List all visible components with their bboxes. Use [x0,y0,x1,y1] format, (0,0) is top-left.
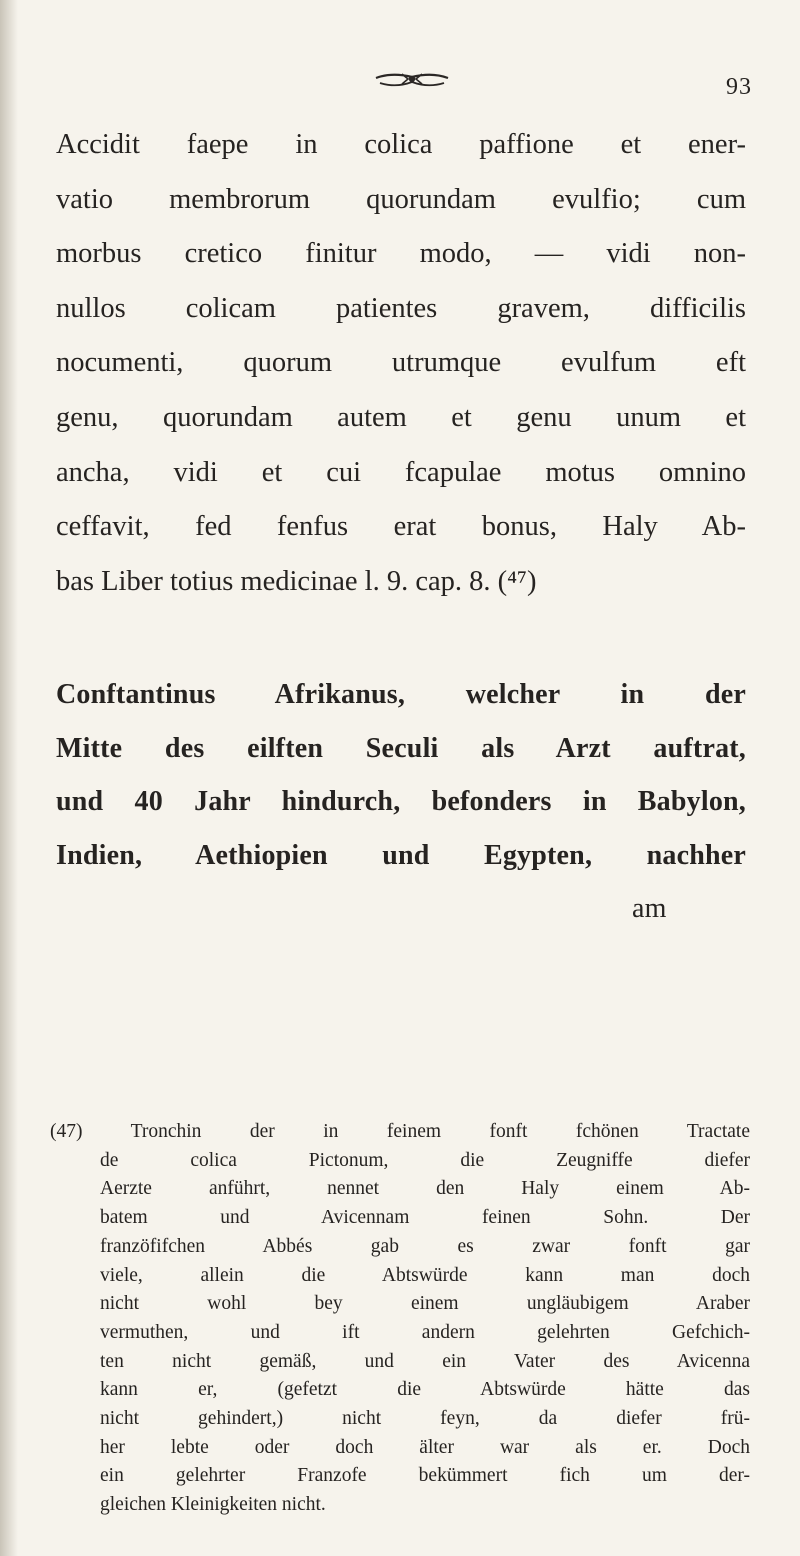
footnote-line: de colica Pictonum, die Zeugniffe diefer [100,1149,750,1171]
footnote-line: her lebte oder doch älter war als er. Doch [100,1436,750,1458]
footnote-line: kann er, (gefetzt die Abtswürde hätte das [100,1379,750,1401]
binding-gutter-shadow [0,0,18,1556]
footnote-line: Aerzte anführt, nennet den Haly einem Ab- [100,1178,750,1200]
catchword: am [632,893,667,924]
footnote-line: batem und Avicennam feinen Sohn. Der [100,1207,750,1229]
german-paragraph [56,668,746,936]
page-number: 93 [726,74,752,100]
printer-ornament-icon [372,68,452,90]
footnote-line: nicht wohl bey einem ungläubigem Araber [100,1293,750,1315]
latin-line: nullos colicam patientes gravem, difficilis [56,292,746,324]
latin-line: nocumenti, quorum utrumque evulfum eft [56,347,746,379]
footnote-line: franzöfifchen Abbés gab es zwar fonft gar [100,1235,750,1257]
latin-line: ancha, vidi et cui fcapulae motus omnino [56,456,746,488]
german-line: Mitte des eilften Seculi als Arzt auftrat, [56,732,746,764]
footnote-line: nicht gehindert,) nicht feyn, da diefer frü- [100,1408,750,1430]
footnote-line: ten nicht gemäß, und ein Vater des Avicenna [100,1350,750,1372]
footnote-line: gleichen Kleinigkeiten nicht. [100,1494,326,1516]
latin-line: Accidit faepe in colica paffione et ener- [56,129,746,160]
latin-line: genu, quorundam autem et genu unum et [56,401,746,433]
footnote-line: vermuthen, und ift andern gelehrten Gefchich- [100,1321,750,1343]
footnote-line: (47) Tronchin der in feinem fonft fchönen Tractate [50,1121,750,1142]
latin-line: morbus cretico finitur modo, — vidi non- [56,238,746,270]
latin-line: bas Liber totius medicinae l. 9. cap. 8. (⁴⁷) [56,565,537,597]
latin-line: ceffavit, fed fenfus erat bonus, Haly Ab- [56,511,746,543]
german-line: Indien, Aethiopien und Egypten, nachher [56,839,746,871]
latin-paragraph [56,118,746,609]
footnote-line: ein gelehrter Franzofe bekümmert fich um der- [100,1465,750,1487]
footnote-line: viele, allein die Abtswürde kann man doch [100,1264,750,1286]
german-line: und 40 Jahr hindurch, befonders in Babylon, [56,786,746,817]
page-header [0,60,800,100]
footnote-47 [50,1118,750,1520]
latin-line: vatio membrorum quorundam evulfio; cum [56,183,746,215]
german-line: Conftantinus Afrikanus, welcher in der [56,679,746,710]
